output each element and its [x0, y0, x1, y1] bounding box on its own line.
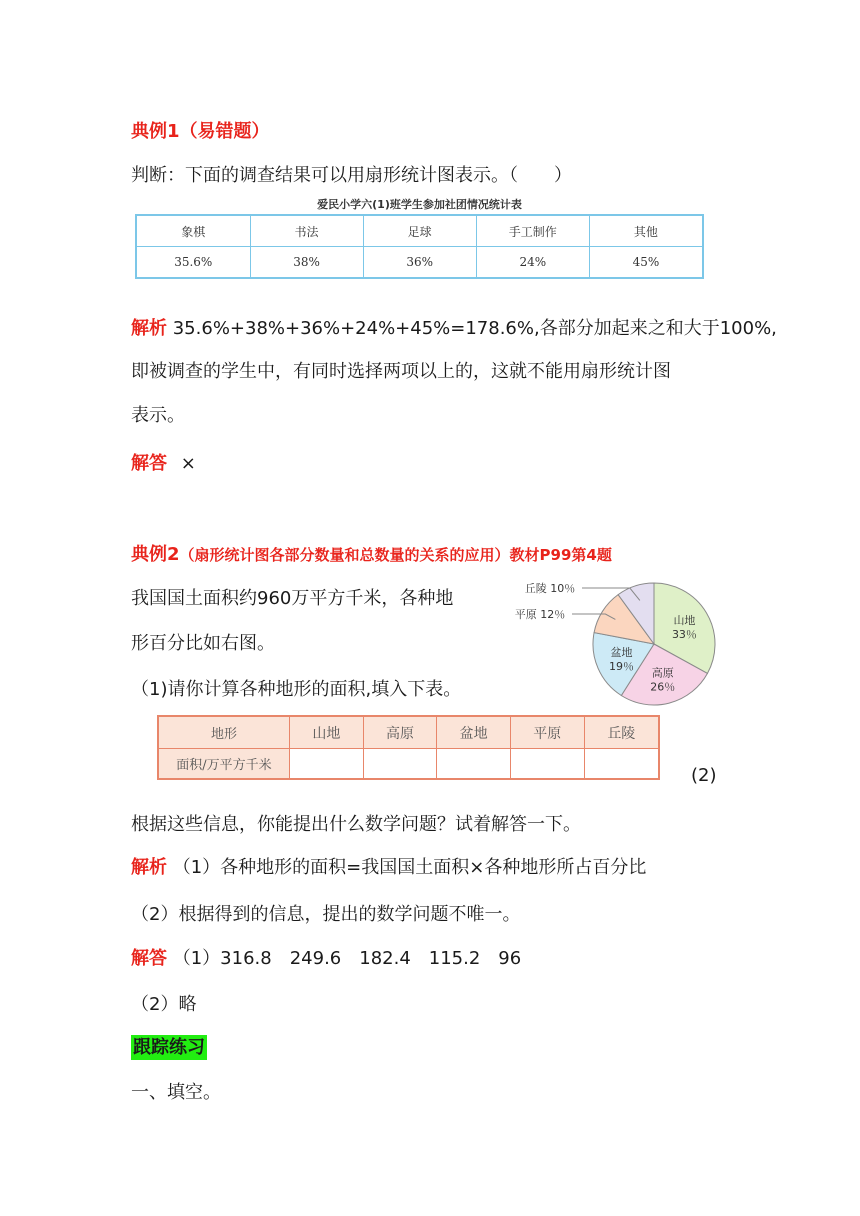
answer-text: ×: [180, 453, 196, 474]
example2-title-main: 典例2: [131, 544, 180, 565]
survey-value-cell: 38%: [250, 247, 363, 279]
practice-title-highlight: 跟踪练习: [133, 1037, 205, 1058]
terrain-header-cell: 盆地: [437, 716, 511, 749]
terrain-pie-chart: [496, 578, 726, 708]
example2-text: 形百分比如右图。: [131, 633, 275, 654]
terrain-area-cell: [510, 749, 584, 780]
pie-label-2: 盆地: [610, 646, 633, 660]
survey-table: [135, 214, 704, 279]
survey-header-cell: 足球: [363, 215, 476, 247]
example1-analysis-line: [131, 314, 777, 340]
example1-title: 典例1（易错题）: [131, 121, 270, 142]
survey-header-cell: 手工制作: [476, 215, 589, 247]
answer-label: 解答: [131, 453, 167, 474]
example2-analysis-line: （2）根据得到的信息，提出的数学问题不唯一。: [131, 904, 521, 925]
survey-value-cell: 24%: [476, 247, 589, 279]
pie-value-1: 26％: [650, 680, 676, 694]
example1-analysis-line: 表示。: [131, 405, 185, 426]
example2-answer: [131, 944, 521, 970]
pie-label-0: 山地: [673, 613, 696, 627]
answer-text: （1）316.8 249.6 182.4 115.2 96: [172, 948, 522, 969]
example2-title: [131, 540, 612, 566]
answer-label: 解答: [131, 948, 167, 969]
example1-question: 判断：下面的调查结果可以用扇形统计图表示。（ ）: [131, 165, 572, 186]
example2-answer-line: （2）略: [131, 994, 197, 1015]
terrain-area-cell: [437, 749, 511, 780]
survey-value-cell: 45%: [589, 247, 703, 279]
analysis-label: 解析: [131, 318, 167, 339]
pie-label-1: 高原: [651, 666, 674, 680]
example2-q2: 根据这些信息，你能提出什么数学问题？试着解答一下。: [131, 814, 581, 835]
terrain-header-cell: 平原: [510, 716, 584, 749]
pie-value-2: 19％: [609, 660, 635, 674]
survey-header-cell: 其他: [589, 215, 703, 247]
practice-title: [131, 1033, 207, 1059]
q2-marker: (2): [691, 765, 717, 786]
survey-value-cell: 36%: [363, 247, 476, 279]
terrain-area-table: [157, 715, 660, 780]
survey-header-cell: 书法: [250, 215, 363, 247]
analysis-text: 35.6%+38%+36%+24%+45%=178.6%,各部分加起来之和大于100%,: [172, 318, 777, 339]
analysis-text: （1）各种地形的面积=我国国土面积×各种地形所占百分比: [172, 857, 647, 878]
example2-q1: （1)请你计算各种地形的面积,填入下表。: [131, 679, 462, 700]
terrain-row-label: 面积/万平方千米: [158, 749, 290, 780]
example2-analysis: [131, 853, 646, 879]
pie-value-0: 33％: [671, 627, 697, 641]
terrain-area-cell: [584, 749, 659, 780]
terrain-header-cell: 地形: [158, 716, 290, 749]
example2-text: 我国国土面积约960万平方千米，各种地: [131, 588, 454, 609]
pie-outside-label-4: 丘陵 10％: [524, 582, 576, 595]
survey-table-caption: 爱民小学六(1)班学生参加社团情况统计表: [317, 198, 522, 211]
example1-analysis-line: 即被调查的学生中，有同时选择两项以上的，这就不能用扇形统计图: [131, 361, 671, 382]
terrain-header-cell: 丘陵: [584, 716, 659, 749]
terrain-header-cell: 高原: [363, 716, 437, 749]
analysis-label: 解析: [131, 857, 167, 878]
survey-value-cell: 35.6%: [136, 247, 250, 279]
terrain-header-cell: 山地: [290, 716, 364, 749]
survey-header-cell: 象棋: [136, 215, 250, 247]
practice-section-fill-blank: 一、填空。: [131, 1082, 221, 1103]
terrain-area-cell: [290, 749, 364, 780]
example1-answer: [131, 449, 196, 475]
terrain-area-cell: [363, 749, 437, 780]
pie-outside-label-3: 平原 12％: [514, 608, 566, 621]
example2-title-sub: （扇形统计图各部分数量和总数量的关系的应用）教材P99第4题: [179, 546, 612, 564]
